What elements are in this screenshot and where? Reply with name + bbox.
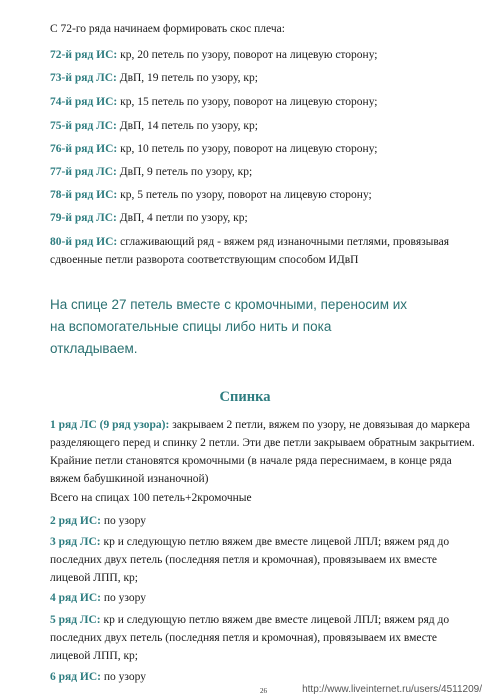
page-number: 26 [260,687,267,695]
row-text: сглаживающий ряд - вяжем ряд изнаночными петлями, провязывая сдвоенные петли разворота соответствующим способом ИДвП [50,236,450,266]
row-label: 80-й ряд ИС: [50,236,118,248]
total-stitches [50,489,475,507]
row-text: кр, 5 петель по узору, поворот на лицевую сторону; [117,189,372,201]
row-label: 1 ряд ЛС (9 ряд узора): [50,419,170,431]
row-text: ДвП, 19 петель по узору, кр; [116,72,258,84]
row-text: ДвП, 4 петли по узору, кр; [116,212,248,224]
row-80 [50,233,460,269]
row-74 [50,93,475,111]
row-label: 77-й ряд ЛС: [50,166,117,178]
row-label: 6 ряд ИС: [50,671,102,683]
row-label: 75-й ряд ЛС: [50,120,117,132]
back-row-4 [50,589,475,607]
row-text: кр, 20 петель по узору, поворот на лицевую сторону; [117,49,378,61]
row-label: 76-й ряд ИС: [50,143,118,155]
row-77 [50,163,475,181]
row-72 [50,46,475,64]
note-text: На спице 27 петель вместе с кромочными, переносим их на вспомогательные спицы либо нить и пока откладываем. [50,297,408,356]
back-row-5 [50,611,480,665]
row-label: 5 ряд ЛС: [50,614,101,626]
row-label: 74-й ряд ИС: [50,96,118,108]
row-text: закрываем 2 петли, вяжем по узору, не довязывая до маркера разделяющего перед и спинку 2 петли. Эти две петли закрываем обратным закрытием. Крайние петли становятся кромочными (в начале ряда переснимаем, в конце ряда вяжем бабушкиной изнаночной) [50,419,475,485]
back-row-2 [50,512,475,530]
row-text: кр, 15 петель по узору, поворот на лицевую сторону; [117,96,378,108]
back-row-1 [50,416,480,488]
row-text: ДвП, 9 петель по узору, кр; [116,166,253,178]
intro-text: С 72-го ряда начинаем формировать скос плеча: [50,23,285,35]
row-text: по узору [101,592,146,604]
row-label: 3 ряд ЛС: [50,536,101,548]
row-text: кр, 10 петель по узору, поворот на лицевую сторону; [117,143,378,155]
row-label: 4 ряд ИС: [50,592,102,604]
back-row-3 [50,533,480,587]
row-text: по узору [101,515,146,527]
row-79 [50,209,475,227]
row-label: 73-й ряд ЛС: [50,72,117,84]
section-title: Спинка [219,389,271,405]
row-text: ДвП, 14 петель по узору, кр; [116,120,258,132]
row-75 [50,117,475,135]
row-label: 78-й ряд ИС: [50,189,118,201]
watermark-url: http://www.liveinternet.ru/users/4511209/ [302,684,482,695]
row-label: 72-й ряд ИС: [50,49,118,61]
row-76 [50,140,475,158]
row-label: 79-й ряд ЛС: [50,212,117,224]
row-78 [50,186,475,204]
row-73 [50,69,475,87]
row-text: Всего на спицах 100 петель+2кромочные [50,492,252,504]
row-text: кр и следующую петлю вяжем две вместе лицевой ЛПЛ; вяжем ряд до последних двух петель (последняя петля и кромочная), провязываем их вместе лицевой ЛПП, кр; [50,614,450,662]
row-text: по узору [101,671,146,683]
row-label: 2 ряд ИС: [50,515,102,527]
row-text: кр и следующую петлю вяжем две вместе лицевой ЛПЛ; вяжем ряд до последних двух петель (последняя петля и кромочная), провязываем их вместе лицевой ЛПП, кр; [50,536,450,584]
